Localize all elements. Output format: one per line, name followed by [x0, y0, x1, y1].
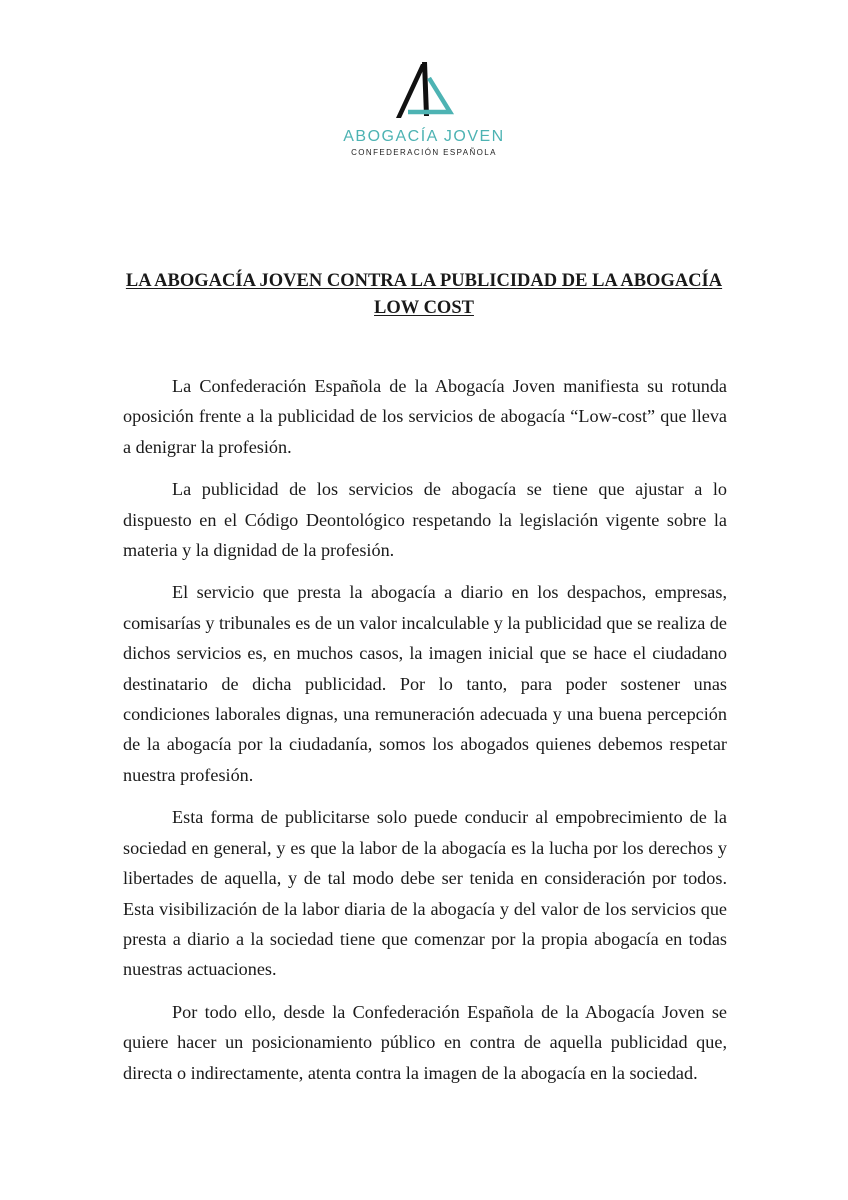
paragraph-2: La publicidad de los servicios de abogacía se tiene que ajustar a lo dispuesto en el Código Deontológico respetando la legislación vigente sobre la materia y la dignidad de la profesión. [123, 479, 727, 561]
logo-mark-icon [388, 58, 460, 122]
logo-name: ABOGACÍA JOVEN [343, 128, 505, 145]
paragraph-3: El servicio que presta la abogacía a diario en los despachos, empresas, comisarías y tribunales es de un valor incalculable y la publicidad que se realiza de dichos servicios es, en muchos casos, la imagen inicial que se hace el ciudadano destinatario de dicha publicidad. Por lo tanto, para poder sostener unas condiciones laborales dignas, una remuneración adecuada y una buena percepción de la abogacía por la ciudadanía, somos los abogados quienes debemos respetar nuestra profesión. [123, 582, 727, 785]
document-title [110, 268, 738, 322]
paragraph-5: Por todo ello, desde la Confederación Española de la Abogacía Joven se quiere hacer un posicionamiento público en contra de aquella publicidad que, directa o indirectamente, atenta contra la imagen de la abogacía en la sociedad. [123, 1001, 727, 1083]
logo [0, 58, 848, 158]
title-line-2: LOW COST [374, 298, 474, 318]
logo-subtitle: CONFEDERACIÓN ESPAÑOLA [351, 148, 497, 157]
document-body [123, 371, 727, 1100]
title-line-1: LA ABOGACÍA JOVEN CONTRA LA PUBLICIDAD DE LA ABOGACÍA [125, 271, 723, 291]
paragraph-1: La Confederación Española de la Abogacía Joven manifiesta su rotunda oposición frente a la publicidad de los servicios de abogacía “Low-cost” que lleva a denigrar la profesión. [123, 376, 727, 457]
paragraph-4: Esta forma de publicitarse solo puede conducir al empobrecimiento de la sociedad en general, y es que la labor de la abogacía es la lucha por los derechos y libertades de aquella, y de tal modo debe ser tenida en consideración por todos. Esta visibilización de la labor diaria de la abogacía y del valor de los servicios que presta a diario a la sociedad tiene que comenzar por la propia abogacía en todas nuestras actuaciones. [123, 807, 727, 980]
